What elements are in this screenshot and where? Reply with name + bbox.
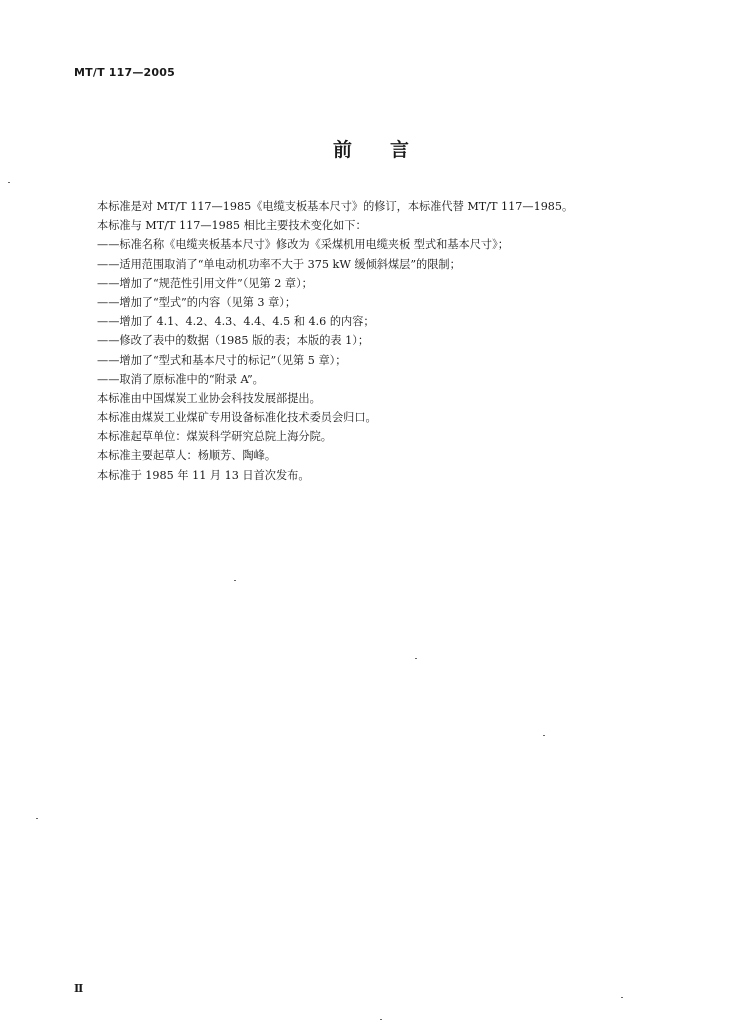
paragraph-line: 本标准主要起草人：杨顺芳、陶峰。 <box>97 449 277 463</box>
change-list-item: ——增加了“型式和基本尺寸的标记”（见第 5 章）； <box>97 353 347 367</box>
foreword-body <box>97 197 697 485</box>
scan-speck <box>415 658 417 659</box>
scan-speck <box>8 182 10 183</box>
change-list-item: ——取消了原标准中的“附录 A”。 <box>97 372 264 386</box>
scan-speck <box>543 735 545 736</box>
scan-speck <box>621 997 623 998</box>
paragraph-line: 本标准于 1985 年 11 月 13 日首次发布。 <box>97 468 310 482</box>
scan-speck <box>234 580 236 581</box>
paragraph-line: 本标准起草单位：煤炭科学研究总院上海分院。 <box>97 430 332 444</box>
scan-speck <box>36 818 38 819</box>
scan-speck <box>380 1019 382 1020</box>
page-title: 前 言 <box>332 139 409 161</box>
change-list-item: ——适用范围取消了“单电动机功率不大于 375 kW 缓倾斜煤层”的限制； <box>97 257 461 271</box>
page-number: Ⅱ <box>74 982 84 995</box>
change-list-item: ——增加了“规范性引用文件”（见第 2 章）； <box>97 276 313 290</box>
change-list-item: ——增加了“型式”的内容（见第 3 章）； <box>97 295 297 309</box>
change-list-item: ——增加了 4.1、4.2、4.3、4.4、4.5 和 4.6 的内容； <box>97 315 375 329</box>
paragraph-line: 本标准由中国煤炭工业协会科技发展部提出。 <box>97 391 321 405</box>
standard-code-header: MT/T 117—2005 <box>74 66 175 79</box>
paragraph-line: 本标准由煤炭工业煤矿专用设备标准化技术委员会归口。 <box>97 411 377 425</box>
change-list-item: ——标准名称《电缆夹板基本尺寸》修改为《采煤机用电缆夹板 型式和基本尺寸》； <box>97 238 509 252</box>
paragraph-line: 本标准与 MT/T 117—1985 相比主要技术变化如下： <box>97 219 367 233</box>
paragraph-line: 本标准是对 MT/T 117—1985《电缆支板基本尺寸》的修订，本标准代替 MT/T 117—1985。 <box>97 200 574 213</box>
change-list-item: ——修改了表中的数据（1985 版的表；本版的表 1）； <box>97 334 370 348</box>
